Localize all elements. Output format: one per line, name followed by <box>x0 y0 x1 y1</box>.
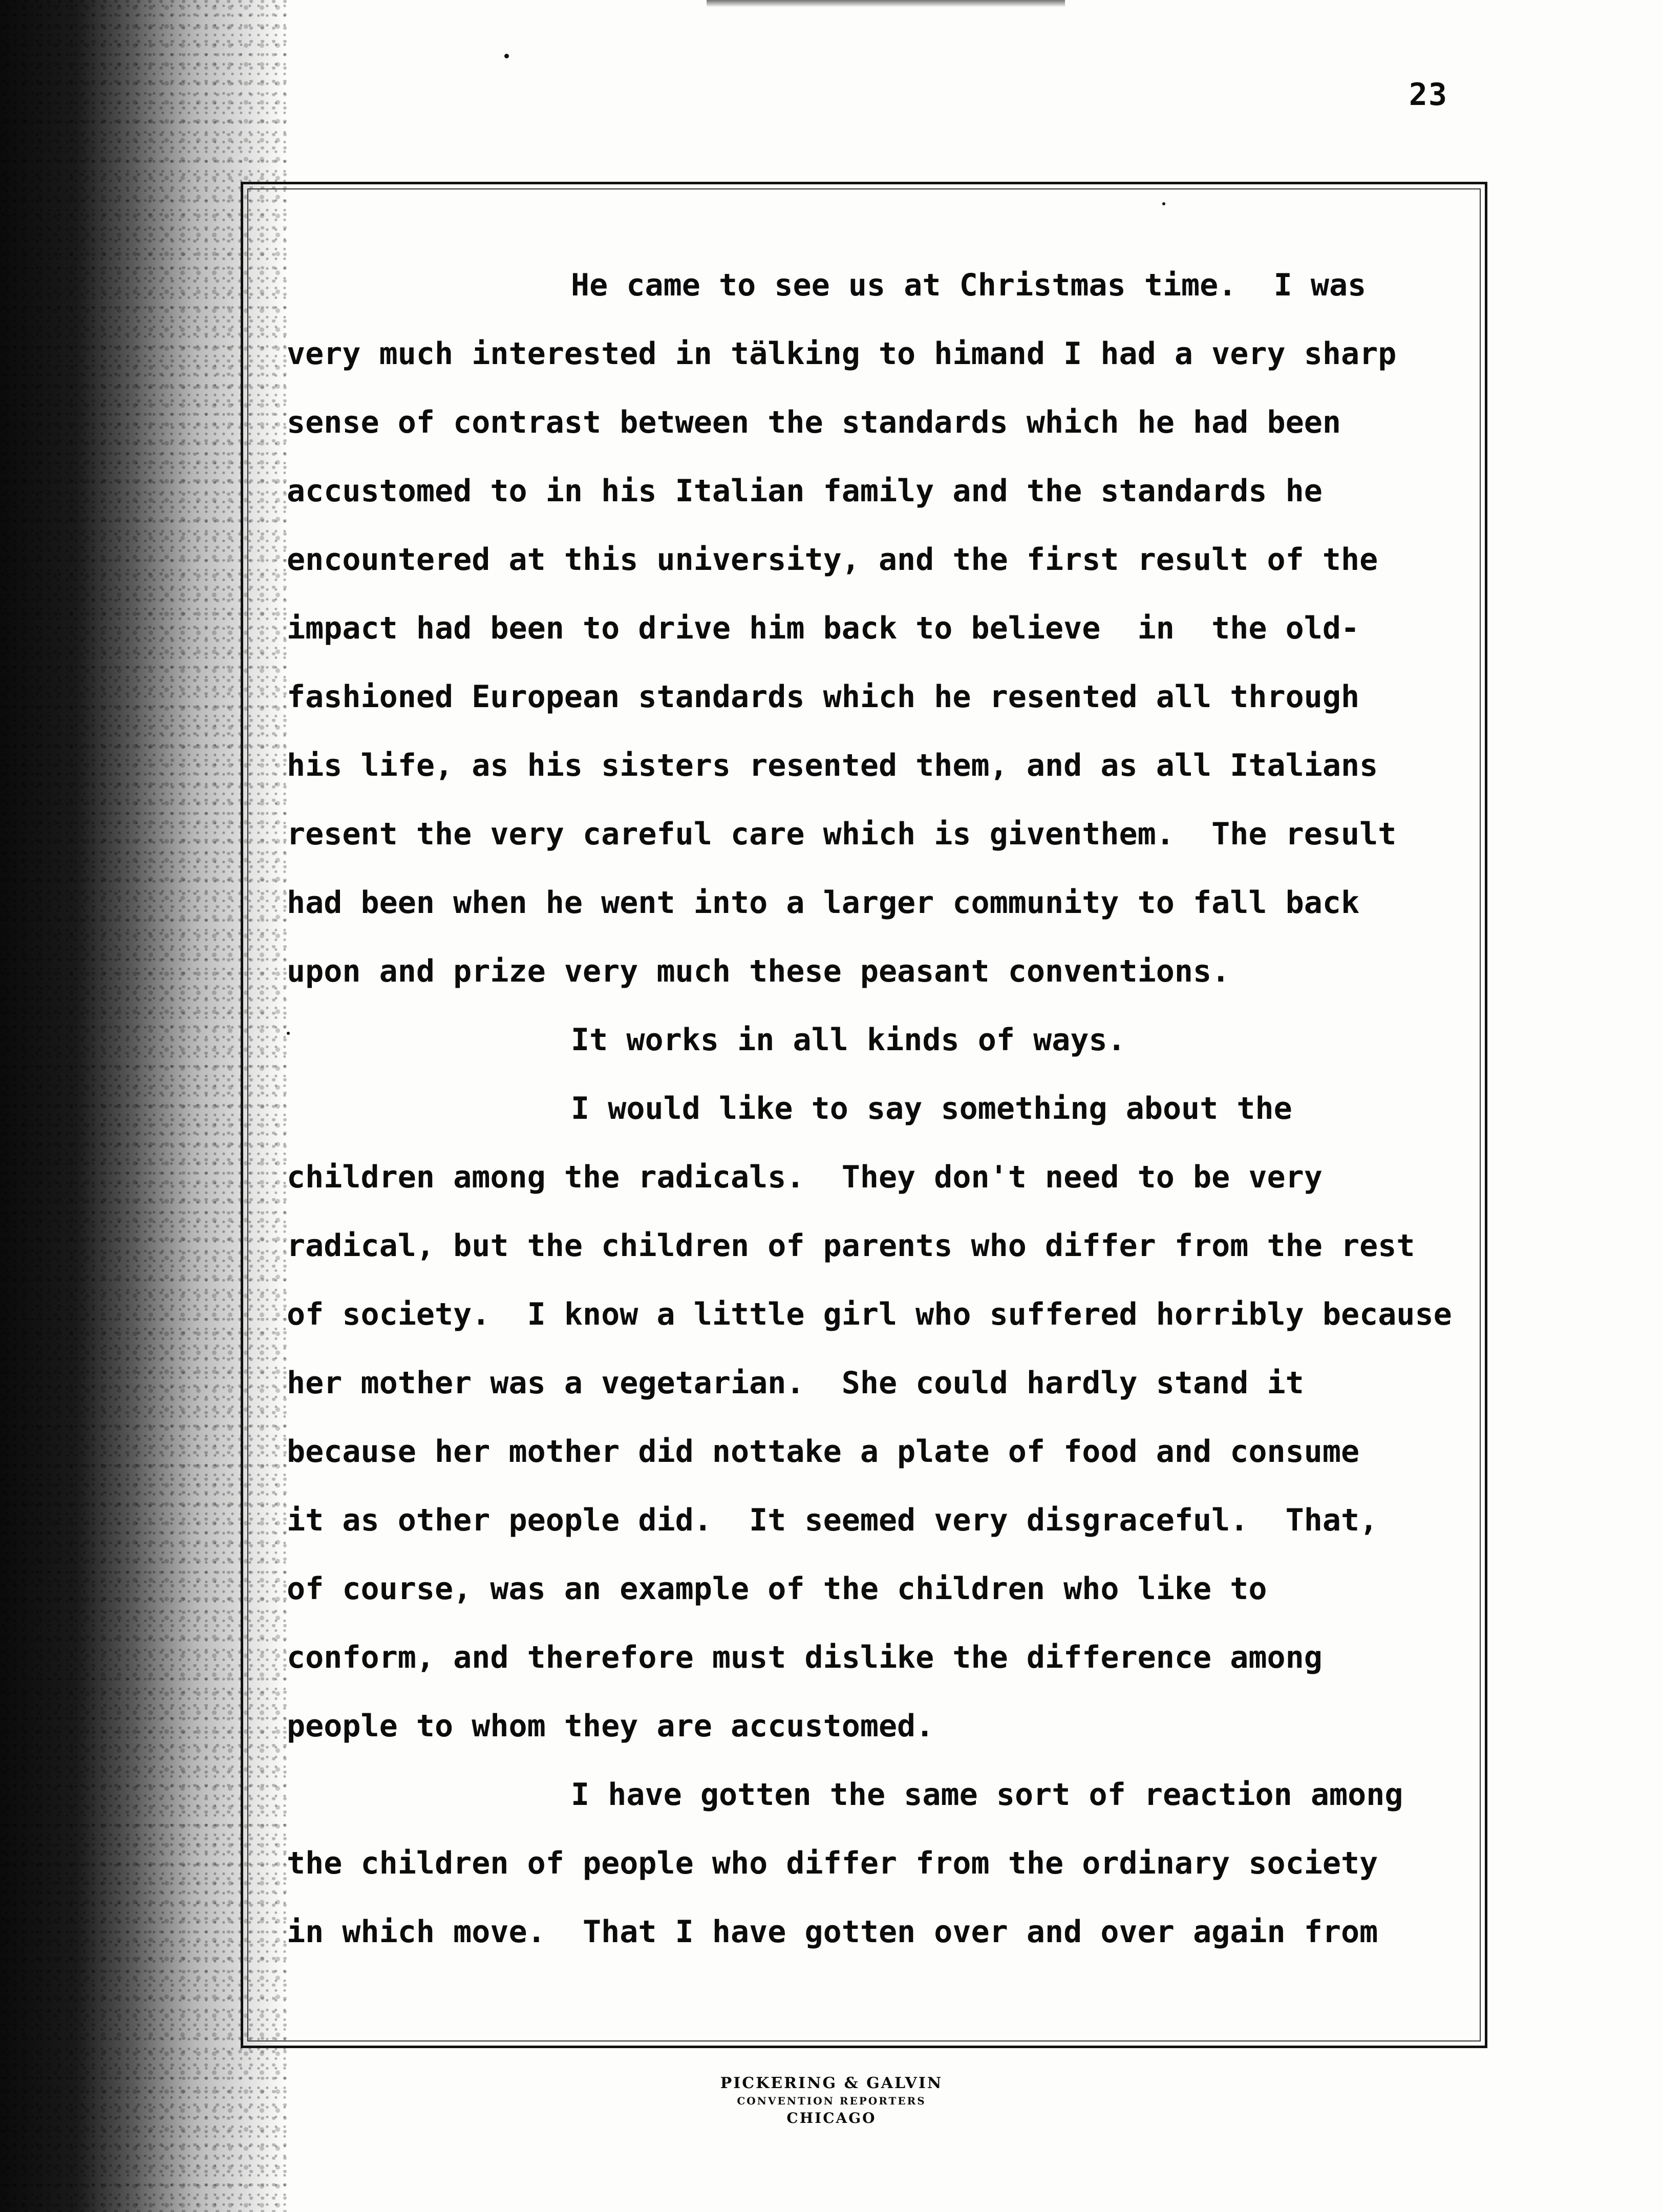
transcript-line: because her mother did nottake a plate of food and consume <box>287 1434 1360 1470</box>
transcript-line: it as other people did. It seemed very disgraceful. That, <box>287 1502 1378 1538</box>
footer-company: PICKERING & GALVIN <box>720 2074 943 2092</box>
transcript-line: very much interested in tälking to himand I had a very sharp <box>287 336 1397 372</box>
transcript-line: sense of contrast between the standards which he had been <box>287 405 1341 440</box>
transcript-line: I have gotten the same sort of reaction among <box>571 1777 1403 1813</box>
page-number: 23 <box>1409 77 1448 113</box>
transcript-body <box>287 251 1505 1966</box>
transcript-line: had been when he went into a larger community to fall back <box>287 885 1360 921</box>
transcript-line: He came to see us at Christmas time. I was <box>571 267 1367 303</box>
transcript-line: of course, was an example of the children who like to <box>287 1571 1267 1607</box>
reporter-footer <box>0 2074 1663 2128</box>
transcript-line: of society. I know a little girl who suffered horribly because <box>287 1296 1452 1332</box>
footer-subtitle: CONVENTION REPORTERS <box>737 2095 926 2107</box>
transcript-line: people to whom they are accustomed. <box>287 1708 934 1744</box>
transcript-line: accustomed to in his Italian family and the standards he <box>287 473 1323 509</box>
transcript-line: resent the very careful care which is giventhem. The result <box>287 816 1397 852</box>
transcript-line: children among the radicals. They don't need to be very <box>287 1159 1323 1195</box>
transcript-line: fashioned European standards which he resented all through <box>287 679 1360 715</box>
transcript-line: the children of people who differ from the ordinary society <box>287 1845 1378 1881</box>
transcript-line: upon and prize very much these peasant conventions. <box>287 953 1230 989</box>
transcript-line: radical, but the children of parents who differ from the rest <box>287 1228 1415 1264</box>
transcript-line: conform, and therefore must dislike the difference among <box>287 1640 1323 1675</box>
transcript-line: I would like to say something about the <box>571 1091 1292 1126</box>
transcript-line: in which move. That I have gotten over and over again from <box>287 1914 1378 1950</box>
top-smudge <box>707 0 1065 7</box>
footer-city: CHICAGO <box>786 2110 877 2126</box>
transcript-line: her mother was a vegetarian. She could hardly stand it <box>287 1365 1304 1401</box>
transcript-line: his life, as his sisters resented them, and as all Italians <box>287 748 1378 783</box>
transcript-line: It works in all kinds of ways. <box>571 1022 1126 1058</box>
transcript-line: encountered at this university, and the first result of the <box>287 542 1378 578</box>
stray-dot <box>504 54 509 58</box>
transcript-line: impact had been to drive him back to believe in the old- <box>287 610 1360 646</box>
